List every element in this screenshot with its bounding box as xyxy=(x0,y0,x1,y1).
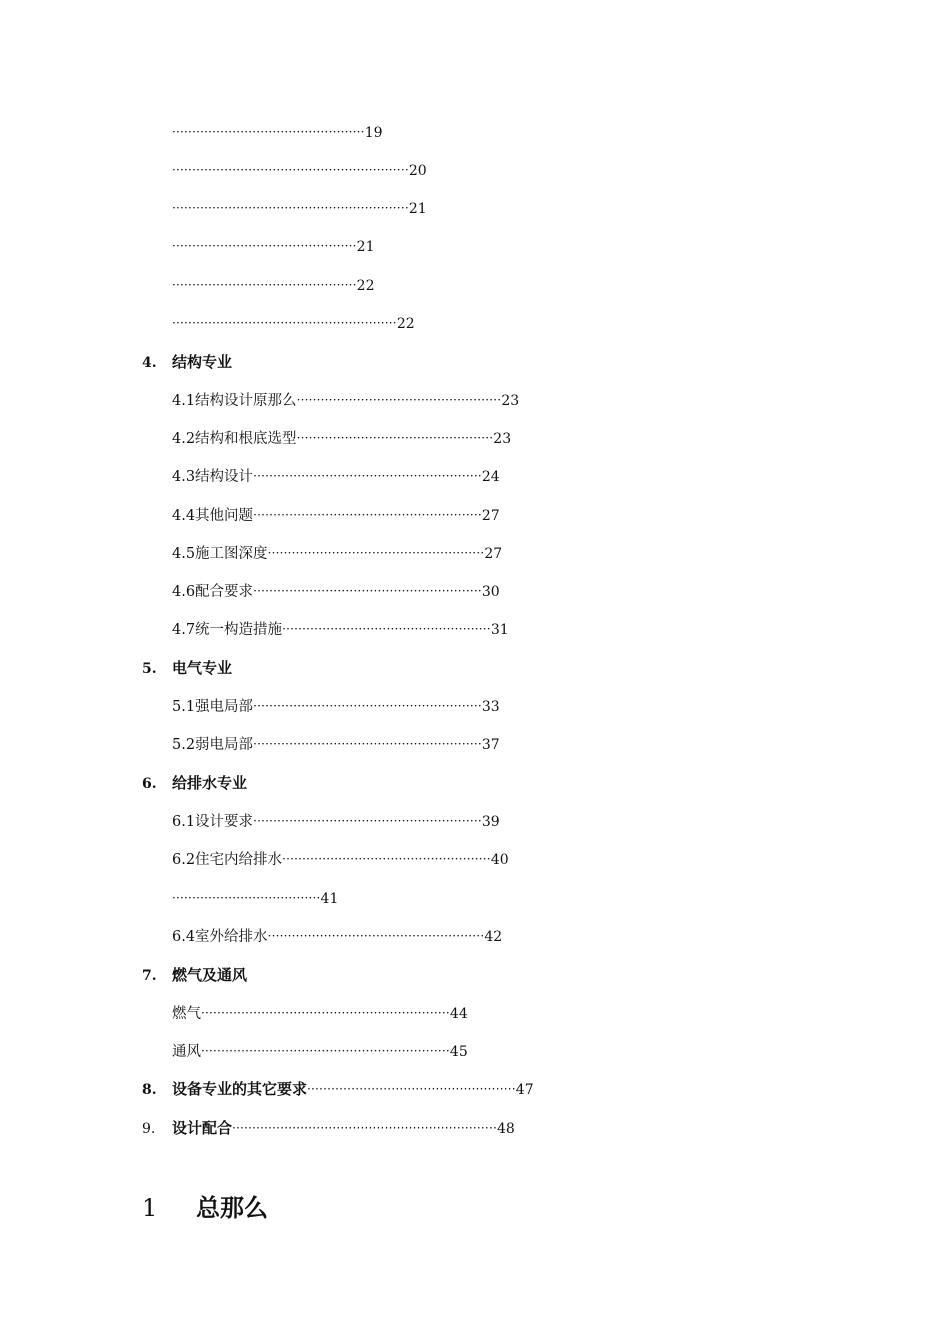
page-number: 22 xyxy=(396,316,415,332)
page-number: 33 xyxy=(481,699,500,715)
entry-label: 5.2弱电局部 xyxy=(172,737,254,753)
section-number: 4. xyxy=(142,355,157,371)
entry-label: 5.1强电局部 xyxy=(172,699,254,715)
page-number: 21 xyxy=(408,201,427,217)
dot-leader: ·············································· xyxy=(172,239,357,253)
entry-label: 燃气 xyxy=(172,1006,201,1022)
page-number: 41 xyxy=(320,891,339,907)
toc-entry[interactable] xyxy=(172,849,509,869)
section-title: 燃气及通风 xyxy=(172,966,248,984)
toc-section-9[interactable] xyxy=(142,1118,515,1138)
page-number: 27 xyxy=(484,546,503,562)
entry-label: 4.5施工图深度 xyxy=(172,546,268,562)
section-number: 6. xyxy=(142,776,157,792)
entry-label: 4.1结构设计原那么 xyxy=(172,393,297,409)
dot-leader: ······························································ xyxy=(201,1044,450,1058)
dot-leader: ················································ xyxy=(172,125,365,139)
dot-leader: ··························································· xyxy=(172,163,409,177)
entry-label: 4.6配合要求 xyxy=(172,584,254,600)
entry-label: 通风 xyxy=(172,1044,201,1060)
toc-entry xyxy=(172,160,427,180)
toc-entry[interactable] xyxy=(172,1003,468,1023)
toc-section-6[interactable] xyxy=(142,773,247,793)
dot-leader: ························································· xyxy=(253,737,482,751)
page-number: 44 xyxy=(449,1006,468,1022)
dot-leader: ················································· xyxy=(296,431,494,445)
toc-entry[interactable] xyxy=(172,466,500,486)
toc-section-5[interactable] xyxy=(142,658,232,678)
page-number: 39 xyxy=(481,814,500,830)
section-number: 8. xyxy=(142,1082,157,1098)
section-number: 9. xyxy=(142,1121,156,1137)
toc-entry[interactable] xyxy=(172,1041,468,1061)
page-number: 31 xyxy=(490,622,509,638)
page-number: 48 xyxy=(496,1121,515,1137)
section-title: 结构专业 xyxy=(172,353,233,371)
dot-leader: ·············································· xyxy=(172,278,357,292)
toc-entry[interactable] xyxy=(172,543,502,563)
section-title: 电气专业 xyxy=(172,659,233,677)
page-number: 27 xyxy=(481,508,500,524)
toc-section-4[interactable] xyxy=(142,352,232,372)
dot-leader: ························································· xyxy=(253,584,482,598)
page-number: 19 xyxy=(364,125,383,141)
dot-leader: ························································· xyxy=(253,469,482,483)
dot-leader: ···················································· xyxy=(307,1082,516,1096)
dot-leader: ··················································· xyxy=(296,393,502,407)
toc-entry xyxy=(172,313,415,333)
entry-label: 6.4室外给排水 xyxy=(172,929,268,945)
toc-entry[interactable] xyxy=(172,390,519,410)
page-number: 30 xyxy=(481,584,500,600)
toc-entry[interactable] xyxy=(172,428,511,448)
section-number: 5. xyxy=(142,661,157,677)
section-title: 给排水专业 xyxy=(172,774,248,792)
toc-entry[interactable] xyxy=(172,734,500,754)
page-number: 47 xyxy=(515,1082,534,1098)
toc-entry xyxy=(172,236,375,256)
toc-entry xyxy=(172,275,375,295)
entry-label: 6.2住宅内给排水 xyxy=(172,852,283,868)
entry-label: 6.1设计要求 xyxy=(172,814,254,830)
section-number: 7. xyxy=(142,968,157,984)
toc-entry[interactable] xyxy=(172,926,502,946)
chapter-number: 1 xyxy=(142,1194,158,1222)
entry-label: 4.3结构设计 xyxy=(172,469,254,485)
dot-leader: ····································· xyxy=(172,891,321,905)
section-title: 设备专业的其它要求 xyxy=(172,1080,308,1098)
toc-entry[interactable] xyxy=(172,696,500,716)
page-number: 22 xyxy=(356,278,375,294)
toc-entry[interactable] xyxy=(172,581,500,601)
toc-entry[interactable] xyxy=(172,619,509,639)
page-number: 40 xyxy=(490,852,509,868)
page-number: 21 xyxy=(356,239,375,255)
page-number: 23 xyxy=(493,431,512,447)
dot-leader: ···················································· xyxy=(282,622,491,636)
chapter-heading xyxy=(142,1190,268,1226)
section-title: 设计配合 xyxy=(172,1119,233,1137)
toc-entry xyxy=(172,198,427,218)
entry-label: 4.2结构和根底选型 xyxy=(172,431,297,447)
page-number: 42 xyxy=(484,929,503,945)
toc-section-7[interactable] xyxy=(142,965,247,985)
toc-entry[interactable] xyxy=(172,888,338,908)
page-number: 37 xyxy=(481,737,500,753)
page-number: 20 xyxy=(408,163,427,179)
dot-leader: ······················································ xyxy=(267,546,485,560)
entry-label: 4.4其他问题 xyxy=(172,508,254,524)
toc-entry[interactable] xyxy=(172,811,500,831)
toc-entry[interactable] xyxy=(172,505,500,525)
dot-leader: ······················································ xyxy=(267,929,485,943)
page-number: 24 xyxy=(481,469,500,485)
dot-leader: ························································ xyxy=(172,316,397,330)
dot-leader: ························································· xyxy=(253,814,482,828)
dot-leader: ························································· xyxy=(253,508,482,522)
dot-leader: ··························································· xyxy=(172,201,409,215)
page-number: 23 xyxy=(501,393,520,409)
dot-leader: ···················································· xyxy=(282,852,491,866)
dot-leader: ························································· xyxy=(253,699,482,713)
entry-label: 4.7统一构造措施 xyxy=(172,622,283,638)
page-number: 45 xyxy=(449,1044,468,1060)
dot-leader: ······························································ xyxy=(201,1006,450,1020)
toc-section-8[interactable] xyxy=(142,1079,534,1099)
chapter-title: 总那么 xyxy=(196,1194,268,1222)
dot-leader: ·································································· xyxy=(232,1121,497,1135)
toc-entry xyxy=(172,122,383,142)
